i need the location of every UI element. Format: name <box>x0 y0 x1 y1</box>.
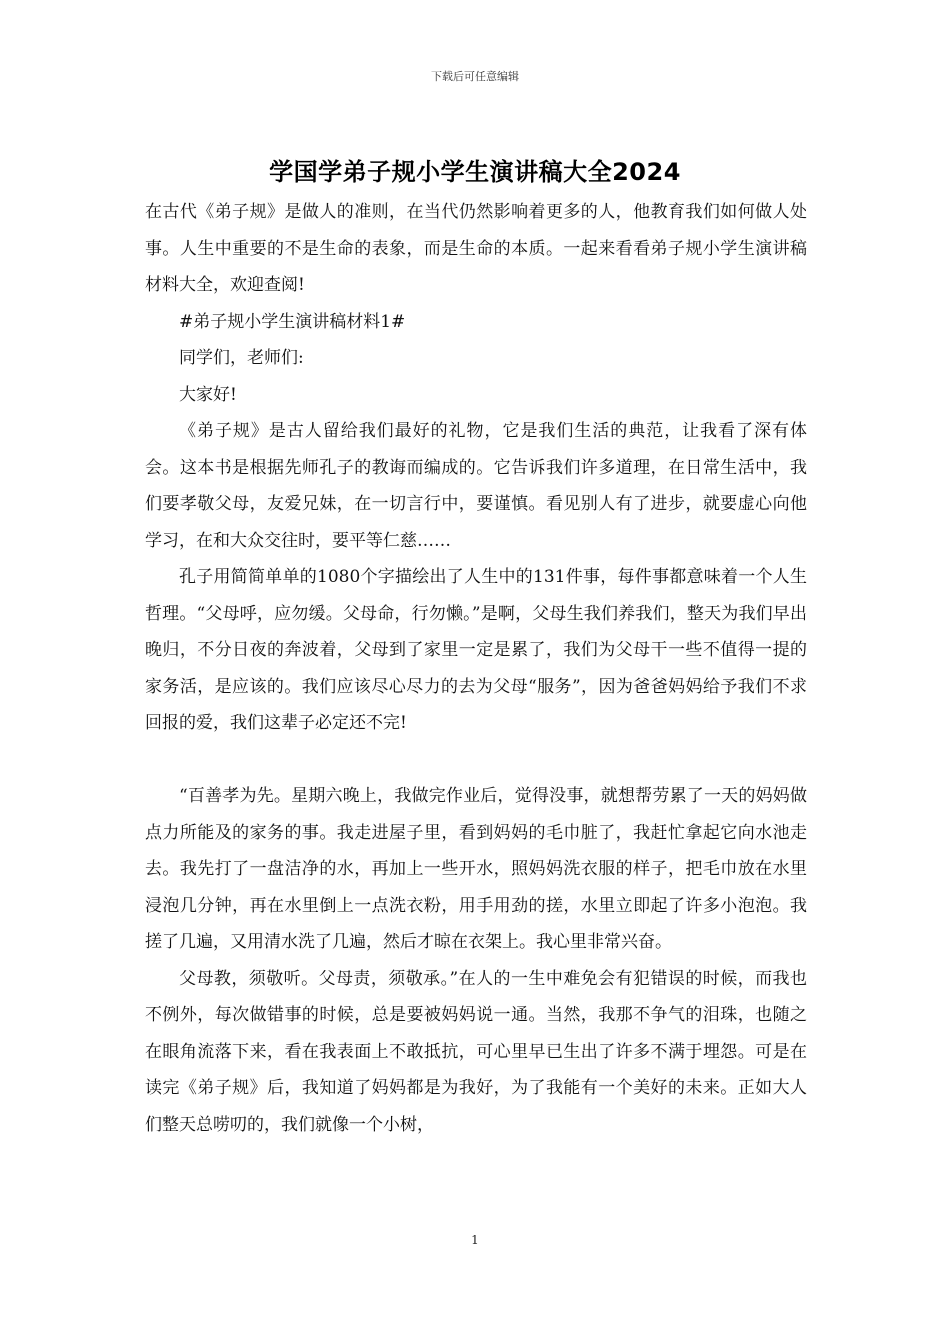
section-heading: #弟子规小学生演讲稿材料1# <box>179 311 406 332</box>
body-paragraph: 父母教，须敬听。父母责，须敬承。”在人的一生中难免会有犯错误的时候，而我也不例外，每次做错事的时候，总是要被妈妈说一通。当然，我那不争气的泪珠，也随之在眼角流落下来，看在我表面上不敢抵抗，可心里早已生出了许多不满于埋怨。可是在读完《弟子规》后，我知道了妈妈都是为我好，为了我能有一个美好的未来。正如大人们整天总唠叨的，我们就像一个小树， <box>145 968 807 1135</box>
paragraph-spacer <box>145 742 807 779</box>
body-paragraph: “百善孝为先。星期六晚上，我做完作业后，觉得没事，就想帮劳累了一天的妈妈做点力所能及的家务的事。我走进屋子里，看到妈妈的毛巾脏了，我赶忙拿起它向水池走去。我先打了一盘洁净的水，再加上一些开水，照妈妈洗衣服的样子，把毛巾放在水里浸泡几分钟，再在水里倒上一点洗衣粉，用手用劲的搓，水里立即起了许多小泡泡。我搓了几遍，又用清水洗了几遍，然后才晾在衣架上。我心里非常兴奋。 <box>145 786 807 952</box>
header-note: 下载后可任意编辑 <box>431 70 519 83</box>
page-number: 1 <box>471 1233 479 1247</box>
body-paragraph: 《弟子规》是古人留给我们最好的礼物，它是我们生活的典范，让我看了深有体会。这本书是根据先师孔子的教诲而编成的。它告诉我们许多道理，在日常生活中，我们要孝敬父母，友爱兄妹，在一切言行中，要谨慎。看见别人有了进步，就要虚心向他学习，在和大众交往时，要平等仁慈…… <box>145 421 807 551</box>
body-paragraph: 孔子用简简单单的1080个字描绘出了人生中的131件事，每件事都意味着一个人生哲理。“父母呼，应勿缓。父母命，行勿懒。”是啊，父母生我们养我们，整天为我们早出晚归，不分日夜的奔波着，父母到了家里一定是累了，我们为父母干一些不值得一提的家务活，是应该的。我们应该尽心尽力的去为父母“服务”，因为爸爸妈妈给予我们不求回报的爱，我们这辈子必定还不完! <box>145 567 807 733</box>
document-body <box>145 194 807 1143</box>
salutation: 同学们，老师们: <box>179 348 304 368</box>
intro-paragraph: 在古代《弟子规》是做人的准则，在当代仍然影响着更多的人，他教育我们如何做人处事。人生中重要的不是生命的表象，而是生命的本质。一起来看看弟子规小学生演讲稿材料大全，欢迎查阅! <box>145 202 807 295</box>
greeting: 大家好! <box>179 384 237 405</box>
document-title: 学国学弟子规小学生演讲稿大全2024 <box>269 158 681 186</box>
